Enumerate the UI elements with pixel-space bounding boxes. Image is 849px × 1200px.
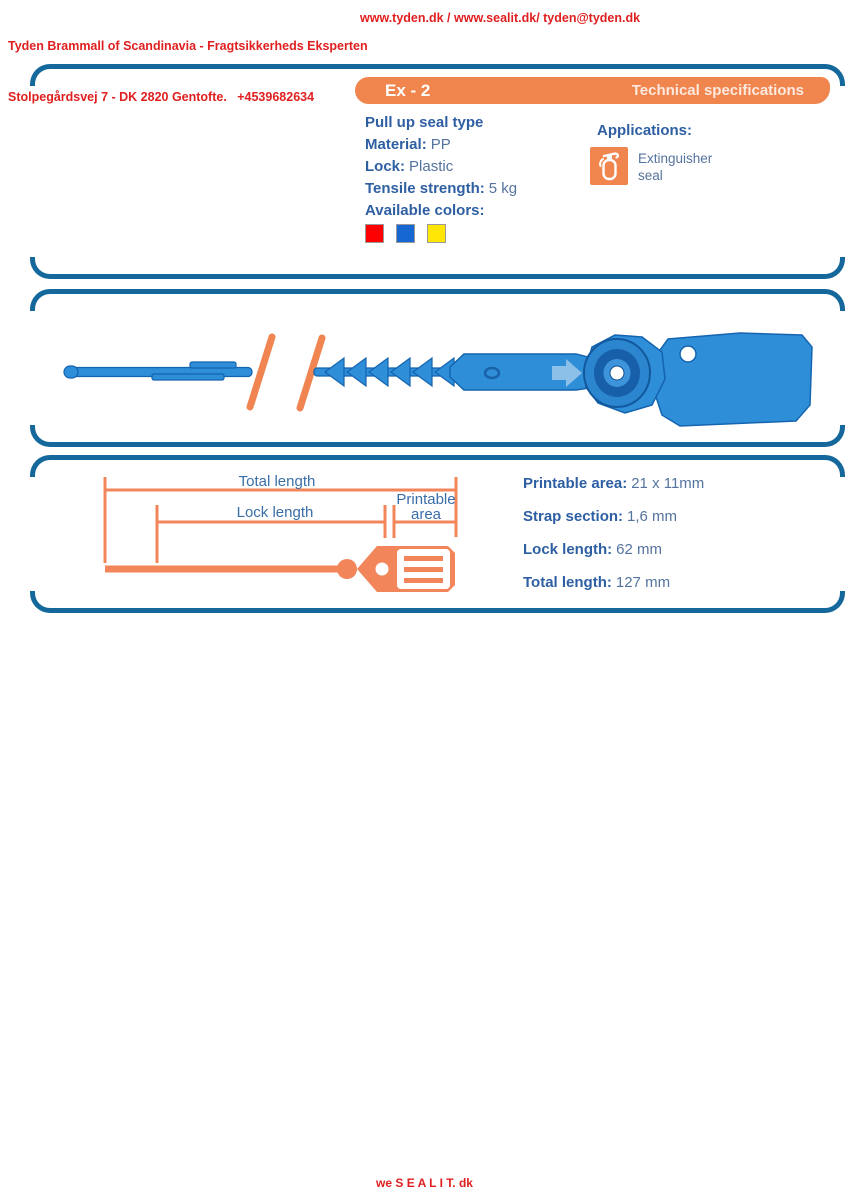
company-name-line: Tyden Brammall of Scandinavia - Fragtsikkerheds Eksperten	[8, 39, 368, 53]
color-swatch-yellow	[427, 224, 446, 243]
panel-dimensions	[30, 455, 845, 613]
seal-tail	[64, 362, 252, 380]
product-title-bar	[355, 77, 830, 104]
applications-block	[590, 122, 712, 185]
spec-list	[365, 114, 517, 224]
total-length-label: Total length	[238, 473, 316, 490]
dimension-diagram	[30, 455, 530, 613]
application-item	[590, 147, 712, 185]
color-swatch-red	[365, 224, 384, 243]
dim-row-lock-length: Lock length: 62 mm	[523, 541, 663, 558]
available-colors-heading: Available colors:	[365, 202, 485, 219]
spec-label: Lock:	[365, 158, 406, 175]
spec-row-tensile-strength	[365, 180, 517, 202]
break-marks-icon	[250, 337, 322, 408]
dim-row-total-length: Total length: 127 mm	[523, 574, 671, 591]
spec-value: PP	[430, 136, 451, 153]
spec-value: Plastic	[409, 158, 454, 175]
seal-lock	[584, 335, 665, 413]
application-name: Extinguisher seal	[638, 151, 713, 183]
printable-area-label-1: Printable	[396, 491, 456, 508]
spec-label: Tensile strength:	[365, 180, 485, 197]
dim-row-strap-section: Strap section: 1,6 mm	[523, 508, 678, 525]
seal-ratchet-section	[314, 358, 458, 386]
seal-photo-illustration	[40, 297, 835, 439]
spec-row-lock	[365, 158, 517, 180]
extinguisher-icon	[590, 147, 628, 185]
color-swatch-row	[365, 224, 446, 243]
panel-product-photo	[30, 289, 845, 447]
tag-hole	[680, 346, 696, 362]
panel-technical-specifications	[30, 64, 845, 279]
product-name: Ex - 2	[385, 80, 431, 100]
applications-heading: Applications:	[597, 122, 693, 139]
dimension-labels	[237, 473, 456, 523]
spec-value: 5 kg	[488, 180, 518, 197]
company-address-line: Stolpegårdsvej 7 - DK 2820 Gentofte. +4539682634	[8, 90, 315, 104]
panel-border-bottom	[30, 257, 845, 279]
company-links[interactable]: www.tyden.dk / www.sealit.dk/ tyden@tyden.dk	[360, 11, 641, 25]
dimension-spec-list	[523, 475, 704, 607]
pictogram-tag-hole	[376, 563, 389, 576]
dim-row-printable-area: Printable area: 21 x 11mm	[523, 475, 705, 492]
seal-type-heading: Pull up seal type	[365, 114, 484, 131]
footer-brand: we S E A L I T. dk	[376, 1176, 473, 1190]
color-swatch-blue	[396, 224, 415, 243]
spec-label: Material:	[365, 136, 427, 153]
printable-area-label-2: area	[410, 506, 442, 523]
lock-length-label: Lock length	[236, 504, 314, 521]
seal-tag	[652, 333, 812, 426]
spec-row-material	[365, 136, 517, 158]
panel-title: Technical specifications	[631, 82, 804, 99]
